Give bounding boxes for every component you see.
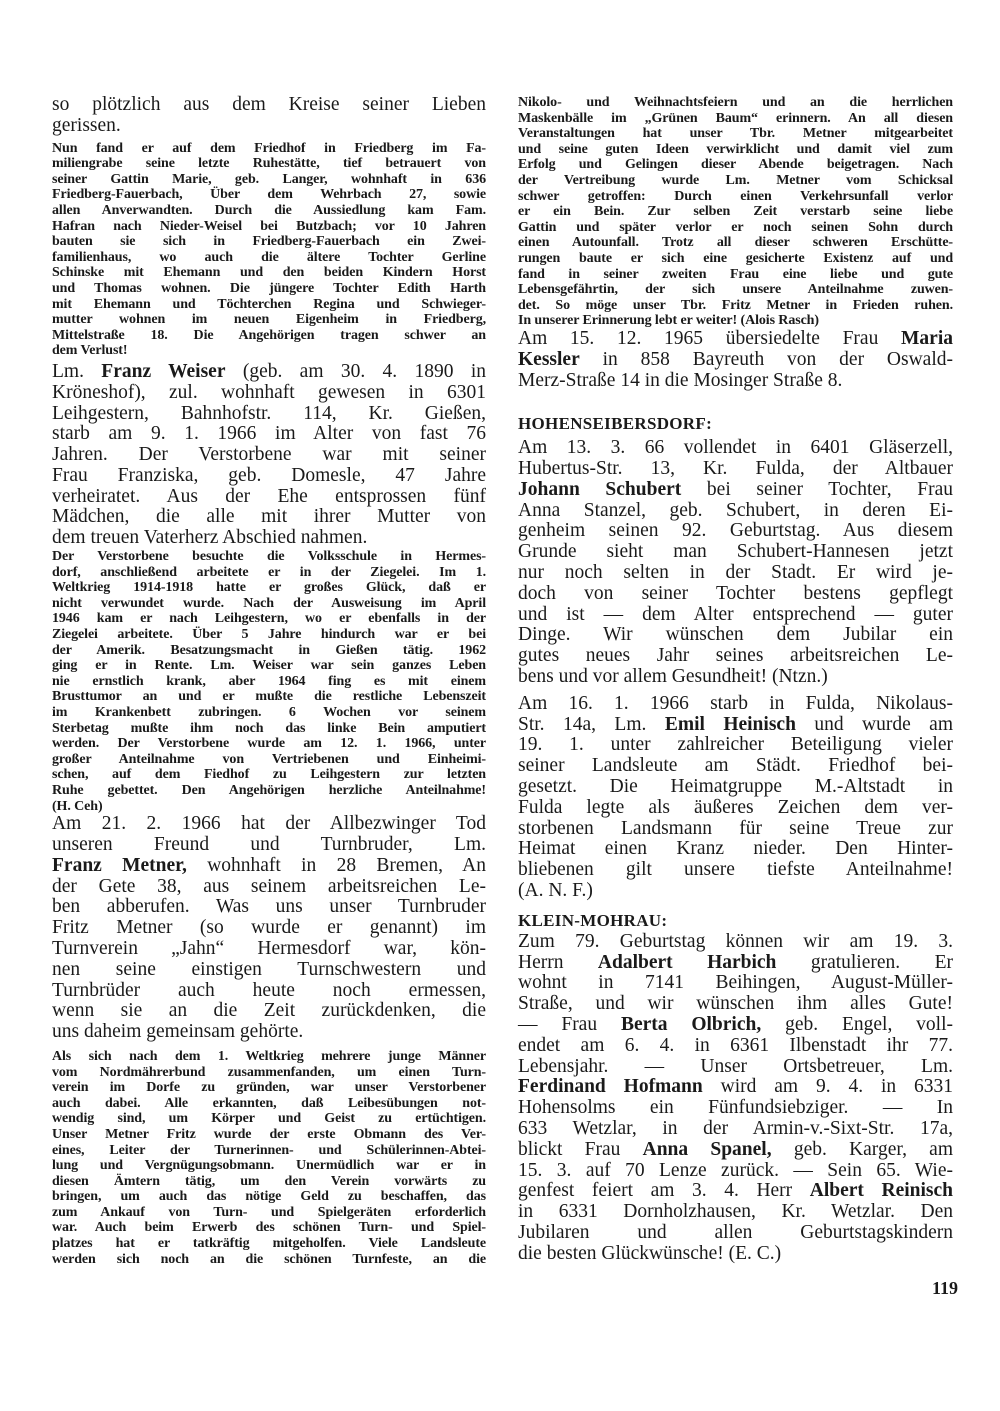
text-line: Unser Metner Fritz wurde der erste Obmann des Ver- xyxy=(52,1126,486,1142)
text-line: Lebensjahr. — Unser Ortsbetreuer, Lm. xyxy=(518,1055,953,1077)
bold-name: Emil Heinisch xyxy=(664,713,796,735)
text-line: Hubertus-Str. 13, Kr. Fulda, der Altbauer xyxy=(518,458,953,480)
bold-name: Albert Reinisch xyxy=(809,1180,953,1202)
text-line: Turnverein „Jahn“ Hermesdorf war, kön- xyxy=(52,937,486,959)
text-line: Weltkrieg 1914-1918 hatte er großes Glück, daß er xyxy=(52,580,486,596)
bold-name: Johann Schubert xyxy=(518,478,682,500)
text-line: Mittelstraße 18. Die Angehörigen tragen schwer an xyxy=(52,327,486,343)
text-line: familienhaus, wo auch die ältere Tochter Gerline xyxy=(52,249,486,265)
text-line: 19. 1. unter zahlreicher Beteiligung vieler xyxy=(518,734,953,756)
text-line: Brusttumor an und er mußte die restliche Lebenszeit xyxy=(52,689,486,705)
text-line: nur noch selten in der Stadt. Er wird je- xyxy=(518,562,953,584)
text-line: Mädchen, die alle mit ihrer Mutter von xyxy=(52,506,486,528)
text-line: bringen, um auch das nötige Geld zu beschaffen, das xyxy=(52,1189,486,1205)
text-line: unseren Freund und Turnbruder, Lm. xyxy=(52,833,486,855)
text-line: Gattin und später verlor er noch seinen Sohn durch xyxy=(518,219,953,235)
text-line: wenn sie an die Zeit zurückdenken, die xyxy=(52,1000,486,1022)
text-line: Heimat einen Kranz nieder. Den Hinter- xyxy=(518,838,953,860)
text-line: Veranstaltungen hat unser Tbr. Metner mitgearbeitet xyxy=(518,126,953,142)
text-line: Str. 14a, Lm. Emil Heinisch und wurde am xyxy=(518,713,953,735)
text-line: dorf, anschließend arbeitete er in der Ziegelei. Im 1. xyxy=(52,564,486,580)
text-line: Franz Metner, wohnhaft in 28 Bremen, An xyxy=(52,854,486,876)
text-line: Am 21. 2. 1966 hat der Allbezwinger Tod xyxy=(52,813,486,835)
text-line: Erfolg und Gelingen dieser Abende beigetragen. Nach xyxy=(518,157,953,173)
paragraph-birthdays xyxy=(518,932,953,1265)
text-line: er ein Bein. Zur selben Zeit verstarb seine liebe xyxy=(518,204,953,220)
paragraph-weiser-biography xyxy=(52,549,486,814)
text-line: Sterbetag mußte ihm noch das linke Bein amputiert xyxy=(52,720,486,736)
text-line: Am 13. 3. 66 vollendet in 6401 Gläserzell, xyxy=(518,437,953,459)
text-line: vom Nordmährerbund zusammenfanden, um einen Turn- xyxy=(52,1064,486,1080)
text-line: nicht verwundet wurde. Nach der Ausweisung im April xyxy=(52,595,486,611)
text-line: Anna Stanzel, geb. Schubert, in deren Ei- xyxy=(518,499,953,521)
paragraph-emil-heinisch xyxy=(518,694,953,902)
text-line: werden. Der Verstorbene wurde am 12. 1. 1966, unter xyxy=(52,736,486,752)
text-line: Hohensolms ein Fünfundsiebziger. — In xyxy=(518,1097,953,1119)
text-line: auch dabei. Alle erkannten, daß Leibesübungen not- xyxy=(52,1095,486,1111)
paragraph-hafran-obituary xyxy=(52,141,486,359)
text-line: allen Anverwandten. Durch die Aussiedlung kam Fam. xyxy=(52,202,486,218)
text-line: gesetzt. Die Heimatgruppe M.-Altstadt in xyxy=(518,776,953,798)
text-line: uns daheim gemeinsam gehörte. xyxy=(52,1021,304,1043)
text-line: Dinge. Wir wünschen dem Jubilar ein xyxy=(518,624,953,646)
bold-name: Ferdinand Hofmann xyxy=(518,1076,703,1098)
text-line: Ruhe gebettet. Den Angehörigen herzliche Anteilnahme! xyxy=(52,782,486,798)
text-line: Lm. Franz Weiser (geb. am 30. 4. 1890 in xyxy=(52,360,486,382)
text-line: Schinske mit Ehemann und den beiden Kindern Horst xyxy=(52,265,486,281)
text-line: in 6331 Dornholzhausen, Kr. Wetzlar. Den xyxy=(518,1201,953,1223)
paragraph-maria-kessler xyxy=(518,329,953,391)
bold-name: Franz Metner, xyxy=(52,854,187,876)
text-line: doch von seiner Tochter bestens gepflegt xyxy=(518,582,953,604)
text-line: Jubilaren und allen Geburtstagskindern xyxy=(518,1221,953,1243)
bold-name: Kessler xyxy=(518,348,580,370)
text-line: 1946 kam er nach Leihgestern, wo er ebenfalls in der xyxy=(52,611,486,627)
text-line: Hafran nach Nieder-Weisel bei Butzbach; vor 10 Jahren xyxy=(52,218,486,234)
text-line: verheiratet. Aus der Ehe entsprossen fünf xyxy=(52,485,486,507)
text-line: Straße, und wir wünschen ihm alles Gute! xyxy=(518,993,953,1015)
text-line: endet am 6. 4. in 6361 Ilbenstadt ihr 77. xyxy=(518,1034,953,1056)
text-line: ging er in Rente. Lm. Weiser war sein ganzes Leben xyxy=(52,658,486,674)
text-line: diesen Ämtern tätig, um den Verein vorwärts zu xyxy=(52,1173,486,1189)
text-line: und Thomas wohnen. Die jüngere Tochter Edith Harth xyxy=(52,280,486,296)
text-line: Zum 79. Geburtstag können wir am 19. 3. xyxy=(518,930,953,952)
text-line: zum Ankauf von Turn- und Spielgeräten erforderlich xyxy=(52,1204,486,1220)
text-line: Johann Schubert bei seiner Tochter, Frau xyxy=(518,478,954,500)
text-line: Der Verstorbene besuchte die Volksschule in Hermes- xyxy=(52,549,486,565)
text-line: platzes hat er tatkräftig mitgeholfen. Viele Landsleute xyxy=(52,1236,486,1252)
text-line: so plötzlich aus dem Kreise seiner Lieben xyxy=(52,94,486,115)
text-line: ben abberufen. Was uns unser Turnbruder xyxy=(52,896,486,918)
text-line: seiner Gattin Marie, geb. Langer, wohnhaft in 636 xyxy=(52,171,486,187)
text-line: Fulda legte als äußeres Zeichen dem ver- xyxy=(518,796,953,818)
text-line: der Gete 38, aus seinem arbeitsreichen Le- xyxy=(52,875,486,897)
text-line: seiner Landsleute am Städt. Friedhof bei- xyxy=(518,755,953,777)
page-number: 119 xyxy=(932,1278,959,1298)
text-line: Jahren. Der Verstorbene war mit seiner xyxy=(52,444,486,466)
text-line: Ferdinand Hofmann wird am 9. 4. in 6331 xyxy=(518,1076,953,1098)
text-line: Kröneshof), zul. wohnhaft gewesen in 6301 xyxy=(52,381,486,403)
text-line: verein im Dorfe zu gründen, war unser Verstorbener xyxy=(52,1080,486,1096)
text-line: gutes neues Jahr seines arbeitsreichen Le- xyxy=(518,645,953,667)
paragraph-metner-turnverein xyxy=(52,1049,486,1267)
text-line: lung und Vergnügungsobmann. Unermüdlich war er in xyxy=(52,1158,486,1174)
text-line: fand in seiner zweiten Frau eine liebe und gute xyxy=(518,266,953,282)
text-line: bens und vor allem Gesundheit! (Ntzn.) xyxy=(518,666,828,688)
bold-name: Maria xyxy=(901,327,953,349)
text-line: wohnt in 7141 Beihingen, August-Müller- xyxy=(518,972,953,994)
text-line: Maskenbälle im „Grünen Baum“ erinnern. An all diesen xyxy=(518,110,953,126)
text-line: Fritz Metner (so wurde er genannt) im xyxy=(52,917,486,939)
paragraph-metner-continuation xyxy=(518,95,953,329)
text-line: blickt Frau Anna Spanel, geb. Karger, am xyxy=(518,1138,953,1160)
text-line: storbenen Landsmann für seine Treue zur xyxy=(518,817,953,839)
text-line: gerissen. xyxy=(52,114,121,136)
bold-name: Anna Spanel, xyxy=(642,1138,772,1160)
text-line: genfest feiert am 3. 4. Herr Albert Reinisch xyxy=(518,1180,953,1202)
text-line: starb am 9. 1. 1966 im Alter von fast 76 xyxy=(52,423,486,445)
text-line: eines, Leiter der Turnerinnen- und Schülerinnen-Abtei- xyxy=(52,1142,486,1158)
text-line: der Vertreibung wurde Lm. Metner vom Schicksal xyxy=(518,172,953,188)
text-line: genheim seinen 92. Geburtstag. Aus diesem xyxy=(518,520,953,542)
text-line: Grunde sieht man Schubert-Hannesen jetzt xyxy=(518,541,953,563)
text-line: bliebenen gilt unsere tiefste Anteilnahme! xyxy=(518,859,953,881)
text-line: Merz-Straße 14 in die Mosinger Straße 8. xyxy=(518,369,843,391)
bold-name: Franz Weiser xyxy=(101,360,226,382)
section-heading-hohenseibersdorf: HOHENSEIBERSDORF: xyxy=(518,414,713,434)
text-line: — Frau Berta Olbrich, geb. Engel, voll- xyxy=(518,1014,953,1036)
text-line: schwer getroffen: Durch einen Verkehrsunfall verlor xyxy=(518,188,953,204)
text-line: bauten sie sich in Friedberg-Fauerbach ein Zwei- xyxy=(52,234,486,250)
bold-name: Adalbert Harbich xyxy=(597,951,777,973)
text-line: einen Autounfall. Trotz all dieser schweren Erschütte- xyxy=(518,235,953,251)
text-line: Am 15. 12. 1965 übersiedelte Frau Maria xyxy=(518,327,953,349)
section-heading-klein-mohrau: KLEIN-MOHRAU: xyxy=(518,910,668,930)
text-line: In unserer Erinnerung lebt er weiter! (Alois Rasch) xyxy=(518,313,819,329)
paragraph-franz-metner xyxy=(52,814,486,1043)
text-line: und seine guten Ideen verwirklicht und damit viel zum xyxy=(518,141,953,157)
text-line: Am 16. 1. 1966 starb in Fulda, Nikolaus- xyxy=(518,692,953,714)
text-line: det. So möge unser Tbr. Fritz Metner in Frieden ruhen. xyxy=(518,297,953,313)
text-line: schen, auf dem Fiedhof zu Leihgestern zur letzten xyxy=(52,767,486,783)
paragraph-franz-weiser xyxy=(52,362,486,549)
text-line: 633 Wetzlar, in der Armin-v.-Sixt-Str. 17a, xyxy=(518,1118,953,1139)
text-line: Friedberg-Fauerbach, Über dem Wehrbach 27, sowie xyxy=(52,187,486,203)
text-line: Herrn Adalbert Harbich gratulieren. Er xyxy=(518,951,953,973)
text-line: mit Ehemann und Töchterchen Regina und Schwieger- xyxy=(52,296,486,312)
left-column xyxy=(52,95,486,1267)
text-line: mutter wohnen im neuen Eigenheim in Friedberg, xyxy=(52,312,486,328)
text-line: dem treuen Vaterherz Abschied nahmen. xyxy=(52,527,368,549)
text-line: großer Anteilnahme von Vertriebenen und Einheimi- xyxy=(52,751,486,767)
text-line: nen seine einstigen Turnschwestern und xyxy=(52,958,486,980)
text-line: Kessler in 858 Bayreuth von der Oswald- xyxy=(518,348,953,370)
paragraph-johann-schubert xyxy=(518,438,953,688)
text-line: und ist — dem Alter entsprechend — guter xyxy=(518,603,953,625)
text-line: Nikolo- und Weihnachtsfeiern und an die herrlichen xyxy=(518,95,953,110)
text-line: die besten Glückwünsche! (E. C.) xyxy=(518,1242,782,1264)
text-line: Frau Franziska, geb. Domesle, 47 Jahre xyxy=(52,464,486,486)
text-line: Als sich nach dem 1. Weltkrieg mehrere junge Männer xyxy=(52,1048,486,1064)
text-line: Ziegelei arbeitete. Über 5 Jahre hindurch war er bei xyxy=(52,627,486,643)
text-line: werden sich noch an die schönen Turnfeste, an die xyxy=(52,1251,486,1267)
paragraph-intro-continuation xyxy=(52,95,486,137)
text-line: Turnbrüder auch heute noch ermessen, xyxy=(52,979,486,1001)
right-column xyxy=(518,95,953,1265)
text-line: rungen baute er sich eine gesicherte Existenz auf und xyxy=(518,250,953,266)
text-line: war. Auch beim Erwerb des schönen Turn- und Spiel- xyxy=(52,1220,486,1236)
text-line: Nun fand er auf dem Friedhof in Friedberg im Fa- xyxy=(52,140,486,156)
text-line: dem Verlust! xyxy=(52,343,128,359)
text-line: wendig sind, um Körper und Geist zu ertüchtigen. xyxy=(52,1111,486,1127)
text-line: (H. Ceh) xyxy=(52,798,103,814)
text-line: 15. 3. auf 70 Lenze zurück. — Sein 65. Wie- xyxy=(518,1159,953,1181)
text-line: miliengrabe seine letzte Ruhestätte, tief betrauert von xyxy=(52,156,486,172)
text-line: der Amerik. Besatzungsmacht in Gießen tätig. 1962 xyxy=(52,642,486,658)
text-line: nie ernstlich krank, aber 1964 fing es mit einem xyxy=(52,673,486,689)
bold-name: Berta Olbrich, xyxy=(620,1014,762,1036)
text-line: Leihgestern, Bahnhofstr. 114, Kr. Gießen, xyxy=(52,402,486,424)
text-line: (A. N. F.) xyxy=(518,880,593,902)
text-line: Lebensgefährtin, der sich unsere Anteilnahme zuwen- xyxy=(518,282,953,298)
text-line: im Krankenbett zubringen. 6 Wochen vor seinem xyxy=(52,705,486,721)
